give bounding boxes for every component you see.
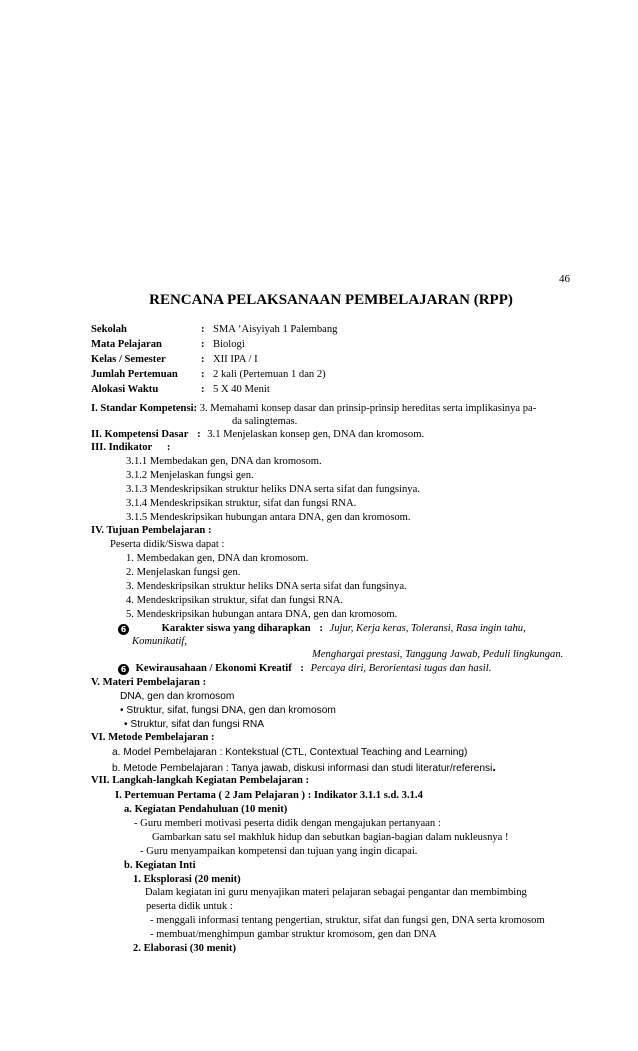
karakter-label: Karakter siswa yang diharapkan — [161, 623, 311, 634]
tujuan-item: 1. Membedakan gen, DNA dan kromosom. — [126, 553, 309, 564]
numbered-bullet-icon: 6 — [118, 624, 129, 635]
eksplorasi-line: - membuat/menghimpun gambar struktur kromosom, gen dan DNA — [150, 929, 437, 940]
metode-item-a: a. Model Pembelajaran : Kontekstual (CTL, Contextual Teaching and Learning) — [112, 747, 468, 758]
kewirausahaan-text: Percaya diri, Berorientasi tugas dan hasil. — [310, 663, 492, 674]
materi-item: • Struktur, sifat, fungsi DNA, gen dan kromosom — [120, 705, 336, 716]
pendahuluan-line: - Guru memberi motivasi peserta didik dengan mengajukan pertanyaan : — [134, 818, 441, 829]
identity-row-mapel — [0, 338, 638, 351]
sk-label: I. Standar Kompetensi: — [91, 403, 198, 414]
identity-value: 5 X 40 Menit — [213, 384, 270, 395]
langkah-label: VII. Langkah-langkah Kegiatan Pembelajaran : — [91, 775, 310, 786]
kewirausahaan-line — [118, 662, 491, 675]
identity-row-kelas — [0, 353, 638, 366]
identity-row-sekolah — [0, 323, 638, 336]
identity-value: 2 kali (Pertemuan 1 dan 2) — [213, 369, 326, 380]
identity-label: Jumlah Pertemuan — [91, 369, 178, 380]
identity-row-alokasi — [0, 383, 638, 396]
identity-colon: : — [201, 354, 205, 365]
indikator-item: 3.1.1 Membedakan gen, DNA dan kromosom. — [126, 456, 322, 467]
identity-label: Mata Pelajaran — [91, 339, 162, 350]
page-number: 46 — [559, 273, 570, 285]
sk-text: 3. Memahami konsep dasar dan prinsip-prinsip hereditas serta implikasinya pa- — [199, 403, 537, 414]
indikator-item: 3.1.3 Mendeskripsikan struktur heliks DNA serta sifat dan fungsinya. — [126, 484, 420, 495]
identity-colon: : — [201, 369, 205, 380]
kegiatan-pendahuluan-label: a. Kegiatan Pendahuluan (10 menit) — [124, 804, 288, 815]
tujuan-item: 2. Menjelaskan fungsi gen. — [126, 567, 241, 578]
eksplorasi-line: Dalam kegiatan ini guru menyajikan materi pelajaran sebagai pengantar dan membimbing — [145, 887, 527, 898]
tujuan-intro: Peserta didik/Siswa dapat : — [110, 539, 225, 550]
karakter-colon: : — [319, 623, 323, 634]
indikator-label: III. Indikator — [91, 442, 153, 453]
pertemuan-heading: I. Pertemuan Pertama ( 2 Jam Pelajaran ) : Indikator 3.1.1 s.d. 3.1.4 — [115, 790, 423, 801]
sk-line — [91, 402, 536, 415]
eksplorasi-line: peserta didik untuk : — [146, 901, 233, 912]
sk-text-continued: da salingtemas. — [232, 416, 298, 427]
identity-value: Biologi — [213, 339, 245, 350]
metode-item-b-period: . — [492, 759, 496, 774]
metode-label: VI. Metode Pembelajaran : — [91, 732, 215, 743]
indikator-item: 3.1.5 Mendeskripsikan hubungan antara DNA, gen dan kromosom. — [126, 512, 411, 523]
metode-item-b-text: b. Metode Pembelajaran : Tanya jawab, diskusi informasi dan studi literatur/referensi — [112, 763, 493, 774]
materi-item: • Struktur, sifat dan fungsi RNA — [124, 719, 265, 730]
tujuan-item: 5. Mendeskripsikan hubungan antara DNA, gen dan kromosom. — [126, 609, 398, 620]
indikator-heading — [91, 441, 170, 454]
kegiatan-inti-label: b. Kegiatan Inti — [124, 860, 196, 871]
tujuan-item: 3. Mendeskripsikan struktur heliks DNA serta sifat dan fungsinya. — [126, 581, 407, 592]
indikator-colon: : — [166, 442, 171, 453]
eksplorasi-label: 1. Eksplorasi (20 menit) — [133, 874, 241, 885]
pendahuluan-line: - Guru menyampaikan kompetensi dan tujuan yang ingin dicapai. — [140, 846, 418, 857]
identity-row-pertemuan — [0, 368, 638, 381]
identity-label: Alokasi Waktu — [91, 384, 159, 395]
eksplorasi-line: - menggali informasi tentang pengertian, struktur, sifat dan fungsi gen, DNA serta kromosom — [150, 915, 545, 926]
kd-label: II. Kompetensi Dasar — [91, 429, 189, 440]
karakter-text-continued: Komunikatif, — [132, 636, 188, 647]
identity-value: SMA ‘Aisyiyah 1 Palembang — [213, 324, 338, 335]
identity-label: Kelas / Semester — [91, 354, 166, 365]
karakter-text: Jujur, Kerja keras, Toleransi, Rasa ingin tahu, — [329, 623, 526, 634]
kd-colon: : — [197, 429, 201, 440]
numbered-bullet-icon: 6 — [118, 664, 129, 675]
tujuan-label: IV. Tujuan Pembelajaran : — [91, 525, 212, 536]
tujuan-item: 4. Mendeskripsikan struktur, sifat dan fungsi RNA. — [126, 595, 344, 606]
identity-colon: : — [201, 384, 205, 395]
identity-colon: : — [201, 324, 205, 335]
materi-item: DNA, gen dan kromosom — [120, 691, 235, 702]
metode-item-b — [112, 760, 496, 775]
document-title: RENCANA PELAKSANAAN PEMBELAJARAN (RPP) — [149, 292, 513, 308]
pendahuluan-line: Gambarkan satu sel makhluk hidup dan sebutkan bagian-bagian dalam nukleusnya ! — [152, 832, 509, 843]
karakter-line — [118, 622, 526, 635]
identity-colon: : — [201, 339, 205, 350]
indikator-item: 3.1.2 Menjelaskan fungsi gen. — [126, 470, 254, 481]
identity-label: Sekolah — [91, 324, 127, 335]
karakter-text-continued-2: Menghargai prestasi, Tanggung Jawab, Peduli lingkungan. — [312, 649, 564, 660]
elaborasi-label: 2. Elaborasi (30 menit) — [133, 943, 236, 954]
kd-text: 3.1 Menjelaskan konsep gen, DNA dan kromosom. — [207, 429, 425, 440]
kd-line — [91, 428, 424, 441]
materi-label: V. Materi Pembelajaran : — [91, 677, 207, 688]
identity-value: XII IPA / I — [213, 354, 258, 365]
indikator-item: 3.1.4 Mendeskripsikan struktur, sifat dan fungsi RNA. — [126, 498, 357, 509]
kewirausahaan-label: Kewirausahaan / Ekonomi Kreatif — [135, 663, 292, 674]
kewirausahaan-colon: : — [300, 663, 304, 674]
